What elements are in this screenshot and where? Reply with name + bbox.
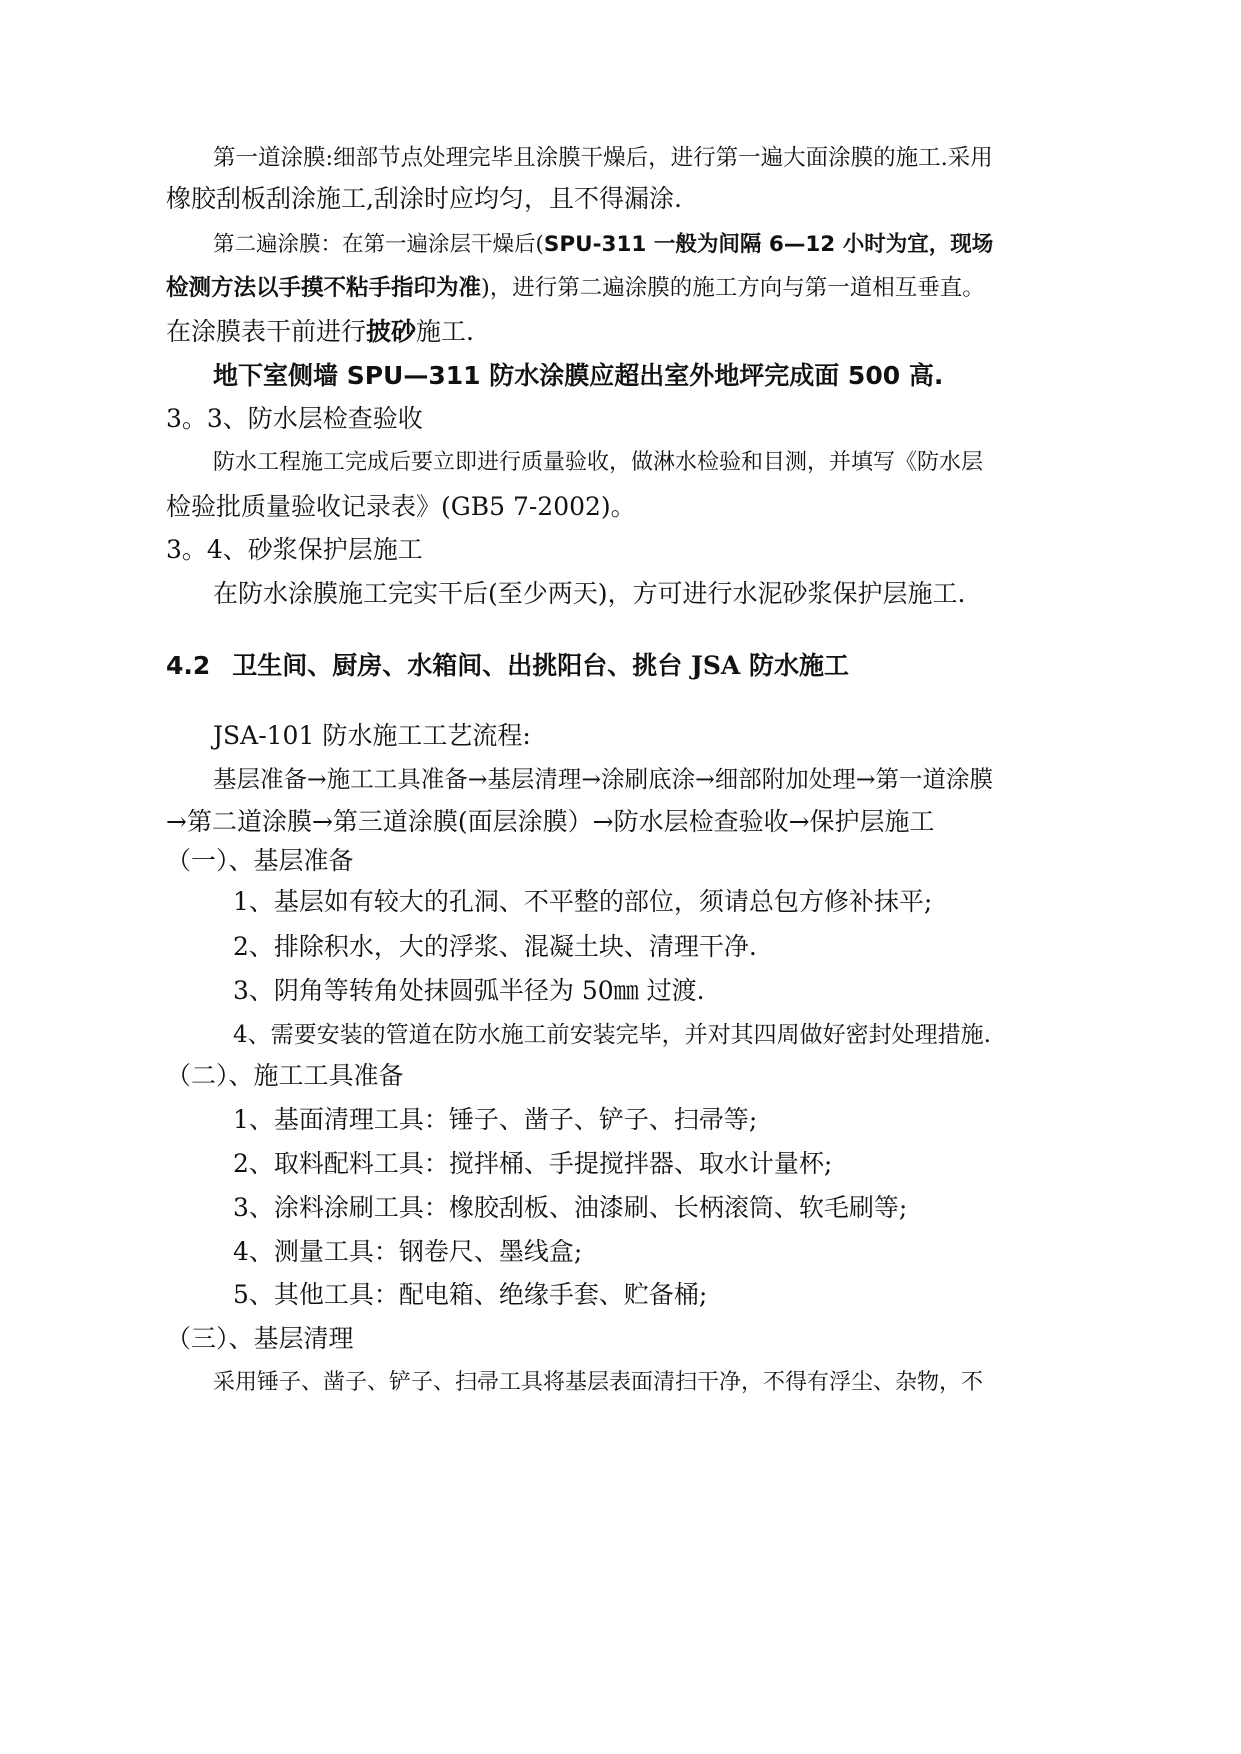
- process-flow-line: 基层准备→施工工具准备→基层清理→涂刷底涂→细部附加处理→第一道涂膜: [213, 765, 993, 793]
- paragraph-line: 采用锤子、凿子、铲子、扫帚工具将基层表面清扫干净，不得有浮尘、杂物，不: [213, 1370, 984, 1395]
- text-run: 施工.: [416, 317, 474, 346]
- section-title: 卫生间、厨房、水箱间、出挑阳台、挑台 JSA 防水施工: [232, 651, 849, 680]
- paragraph-line: [166, 316, 474, 348]
- paragraph-line: JSA-101 防水施工工艺流程:: [213, 721, 531, 750]
- text-run: )，进行第二遍涂膜的施工方向与第一道相互垂直。: [481, 275, 985, 301]
- paragraph-line: [213, 229, 993, 261]
- list-item: 2、排除积水，大的浮浆、混凝土块、清理干净.: [233, 932, 757, 961]
- text-run: 在涂膜表干前进行: [166, 317, 367, 346]
- section-number: 4.2: [166, 651, 211, 680]
- list-heading: （二）、施工工具准备: [166, 1061, 404, 1090]
- list-heading: （三）、基层清理: [166, 1324, 354, 1353]
- subsection-heading: 3。3、防水层检查验收: [166, 404, 423, 433]
- list-item: 2、取料配料工具：搅拌桶、手提搅拌器、取水计量杯;: [233, 1149, 833, 1178]
- list-item: 3、阴角等转角处抹圆弧半径为 50㎜ 过渡.: [233, 976, 705, 1005]
- paragraph-line: 第一道涂膜:细部节点处理完毕且涂膜干燥后，进行第一遍大面涂膜的施工.采用: [213, 145, 993, 171]
- text-run: 第二遍涂膜：在第一遍涂层干燥后(: [213, 232, 544, 257]
- subsection-heading: 3。4、砂浆保护层施工: [166, 535, 423, 564]
- section-heading: [166, 650, 849, 682]
- paragraph-line: 在防水涂膜施工完实干后(至少两天)，方可进行水泥砂浆保护层施工.: [213, 579, 966, 608]
- list-item: 1、基面清理工具：锤子、凿子、铲子、扫帚等;: [233, 1105, 758, 1134]
- paragraph-line: 防水工程施工完成后要立即进行质量验收，做淋水检验和目测，并填写《防水层: [213, 450, 984, 475]
- bold-paragraph: 地下室侧墙 SPU—311 防水涂膜应超出室外地坪完成面 500 高.: [213, 361, 944, 390]
- list-heading: （一）、基层准备: [166, 846, 354, 875]
- bold-text-run: SPU-311 一般为间隔 6—12 小时为宜，现场: [543, 232, 994, 257]
- bold-text-run: 检测方法以手摸不粘手指印为准: [166, 275, 482, 301]
- list-item: 3、涂料涂刷工具：橡胶刮板、油漆刷、长柄滚筒、软毛刷等;: [233, 1193, 908, 1222]
- bold-text-run: 披砂: [366, 317, 417, 346]
- paragraph-line: 橡胶刮板刮涂施工,刮涂时应均匀，且不得漏涂.: [166, 184, 682, 213]
- list-item: 4、测量工具：钢卷尺、墨线盒;: [233, 1237, 583, 1266]
- list-item: 4、需要安装的管道在防水施工前安装完毕，并对其四周做好密封处理措施.: [233, 1022, 991, 1048]
- list-item: 5、其他工具：配电箱、绝缘手套、贮备桶;: [233, 1280, 708, 1309]
- paragraph-line: 检验批质量验收记录表》(GB5 7-2002)。: [166, 492, 636, 521]
- process-flow-line: →第二道涂膜→第三道涂膜(面层涂膜）→防水层检查验收→保护层施工: [166, 807, 935, 836]
- list-item: 1、基层如有较大的孔洞、不平整的部位，须请总包方修补抹平;: [233, 887, 933, 916]
- paragraph-line: [166, 272, 985, 304]
